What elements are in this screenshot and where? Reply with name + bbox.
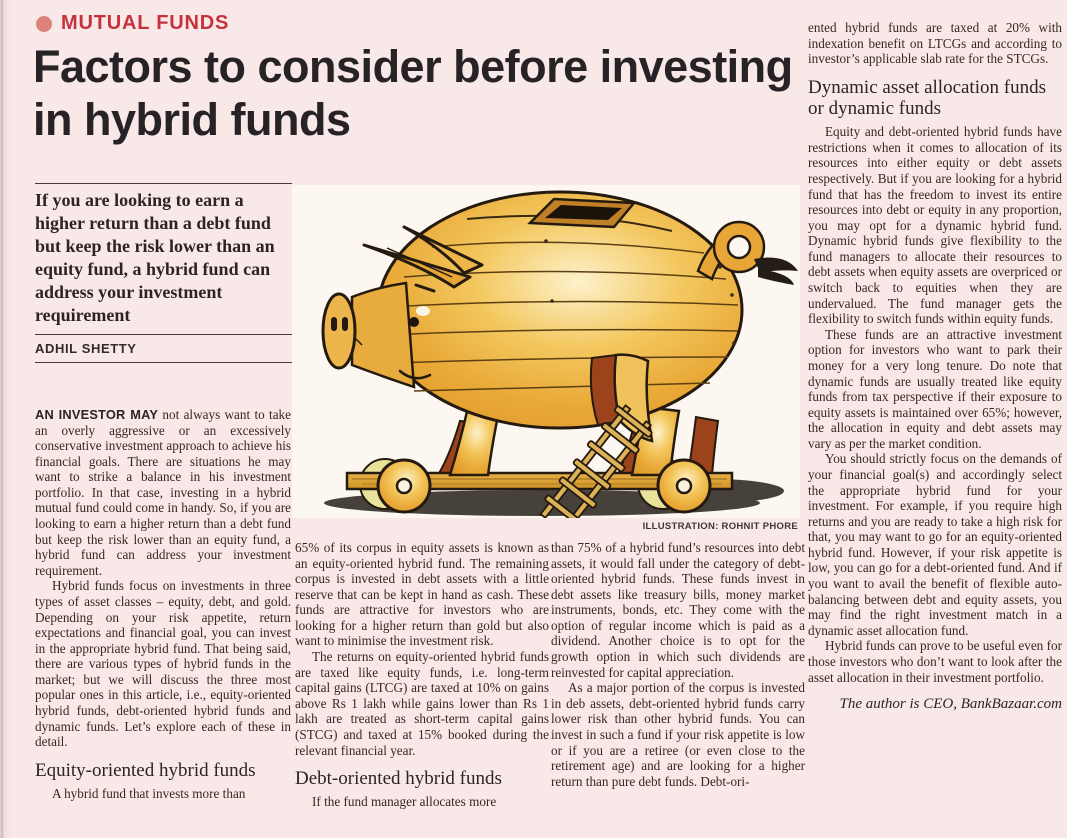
illustration-credit: ILLUSTRATION: ROHNIT PHORE	[642, 521, 798, 532]
paragraph: Equity and debt-oriented hybrid funds have restrictions when it comes to allocation of its resources into either equity or debt assets respectively. But if you are looking for a hybrid fund that has the freedom to invest its entire resources into debt or equity in any proportion, you may opt for a dynamic hybrid fund. Dynamic hybrid funds give flexibility to the fund managers to allocate their resources to debt assets when equity assets are overpriced or switch back to equities when they are undervalued. The fund manager gets the flexibility to switch funds within equity funds.	[808, 124, 1062, 327]
paragraph: 65% of its corpus in equity assets is known as an equity-oriented hybrid fund. The remaining corpus is invested in debt assets with a little reserve that can be kept in hand as cash. These funds are attractive for investors who are looking for a higher return than gold but also want to minimise the investment risk.	[295, 540, 549, 649]
section-kicker	[36, 12, 229, 35]
piggy-bank-illustration	[292, 185, 800, 518]
paragraph: Hybrid funds focus on investments in three types of asset classes – equity, debt, and gold. Depending on your risk appetite, return expectations and financial goal, you can invest in the appropriate hybrid fund. That being said, there are various types of hybrid funds in the market; but we will discuss the three most popular ones in this article, i.e., equity-oriented hybrid funds, debt-oriented hybrid funds and dynamic funds. Let’s explore each of these in detail.	[35, 578, 291, 750]
article-headline: Factors to consider before investing in hybrid funds	[33, 41, 793, 146]
paragraph	[35, 407, 291, 578]
article-standfirst: If you are looking to earn a higher return than a debt fund but keep the risk lower than an equity fund, a hybrid fund can address your investment requirement	[35, 190, 275, 326]
paragraph: As a major portion of the corpus is invested in deb assets, debt-oriented hybrid funds carry lower risk than other hybrid funds. You can invest in such a fund if your risk appetite is low or if you are a retiree (or even close to the retirement age) and are looking for a higher return than pure debt funds. Debt-ori-	[551, 680, 805, 789]
section-kicker-label: MUTUAL FUNDS	[61, 12, 230, 34]
subhead-equity-oriented: Equity-oriented hybrid funds	[35, 759, 256, 781]
article-column-2	[295, 540, 549, 838]
scanned-page-edge	[0, 0, 14, 838]
piggy-bank-drawing	[292, 185, 800, 518]
subhead-dynamic-funds: Dynamic asset allocation funds or dynamic funds	[808, 76, 1046, 119]
paragraph: A hybrid fund that invests more than	[52, 785, 246, 801]
article-column-1	[35, 407, 291, 838]
paragraph: ented hybrid funds are taxed at 20% with indexation benefit on LTCGs and according to investor’s applicable slab rate for the STCGs.	[808, 20, 1062, 67]
subhead-debt-oriented: Debt-oriented hybrid funds	[295, 768, 502, 790]
standfirst-block	[35, 183, 292, 363]
paragraph: If the fund manager allocates more	[312, 794, 497, 810]
paragraph: You should strictly focus on the demands of your financial goal(s) and accordingly select the appropriate hybrid fund for your investment. For example, if you require high returns and you are ready to take a high risk for that, you may want to go for an equity-oriented hybrid fund. However, if your risk appetite is low, you can go for a debt-oriented fund. And if you want to avail the benefit of flexible auto-balancing between debt and equity assets, you may find the right investment match in a dynamic asset allocation fund.	[808, 451, 1062, 638]
paragraph: These funds are an attractive investment option for investors who want to park their money for a very long tenure. Do note that dynamic funds are usually treated like equity funds from tax perspective if their exposure to equity assets is maintained over 65%; however, the allocation in equity and debt assets may vary as per the market condition.	[808, 326, 1062, 451]
paragraph: than 75% of a hybrid fund’s resources into debt assets, it would fall under the category of debt-oriented hybrid funds. These funds invest in debt assets like treasury bills, money market instruments, bonds, etc. They come with the option of regular income which is paid as a dividend. Another choice is to opt for the growth option in which such dividends are reinvested for capital appreciation.	[551, 540, 805, 680]
divider-rule	[35, 362, 292, 363]
circle-bullet-icon	[36, 16, 52, 32]
article-column-3	[551, 540, 805, 838]
paragraph-text: not always want to take an overly aggressive or an excessively conservative investment approach to achieve his financial goals. There are situations he may want to strike a balance in his investment portfolio. In that case, investing in a hybrid mutual fund could come in handy. So, if you are looking to earn a higher return than a debt fund but keep the risk lower than an equity fund, a hybrid fund can address your investment requirement.	[35, 407, 291, 578]
article-column-4	[808, 20, 1062, 838]
paragraph: Hybrid funds can prove to be useful even for those investors who don’t want to look after the asset allocation in their investment portfolio.	[808, 638, 1062, 685]
paragraph: The returns on equity-oriented hybrid funds are taxed like equity funds, i.e. long-term capital gains (LTCG) are taxed at 10% on gains above Rs 1 lakh while gains lower than Rs 1 lakh are treated as short-term capital gains (STCG) and taxed at 15% booked during the relevant financial year.	[295, 649, 549, 758]
lead-in-text: AN INVESTOR MAY	[35, 407, 159, 422]
article-byline: ADHIL SHETTY	[35, 341, 137, 357]
author-credit: The author is CEO, BankBazaar.com	[839, 696, 1062, 713]
